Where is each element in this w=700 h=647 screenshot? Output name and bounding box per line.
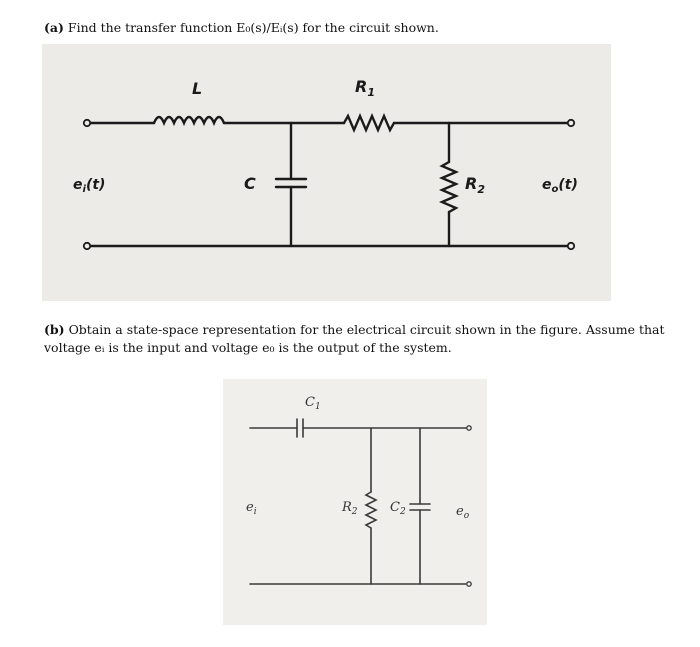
label-input-voltage: $e_i(t)$: [73, 177, 106, 195]
label-resistor-R2: $R_2$: [342, 500, 358, 517]
resistor-r2-symbol: [366, 492, 376, 528]
label-output-voltage: $e_o$: [456, 504, 470, 521]
label-capacitor-C2: $C_2$: [390, 500, 406, 517]
label-resistor-R2: $R_2$: [465, 174, 485, 196]
question-a-text: Find the transfer function E₀(s)/Eᵢ(s) for the circuit shown.: [67, 20, 439, 35]
label-capacitor-C1: $C_1$: [305, 395, 321, 412]
circuit-a-photo: [42, 44, 611, 301]
circuit-b-diagram: [223, 379, 487, 625]
output-terminal-bottom: [568, 243, 574, 249]
circuit-a-diagram: [42, 44, 611, 301]
question-b: [44, 321, 674, 357]
resistor-r2-symbol: [442, 162, 456, 212]
question-b-label: (b): [44, 322, 65, 337]
question-a: [44, 19, 439, 37]
question-a-label: (a): [44, 20, 64, 35]
input-terminal-bottom: [84, 243, 90, 249]
output-terminal-top: [467, 426, 471, 430]
inductor-symbol: [154, 117, 224, 123]
question-b-text: Obtain a state-space representation for the electrical circuit shown in the figure. Assume that voltage eᵢ is the input and voltage e₀ is the output of the system.: [44, 322, 665, 355]
input-terminal-top: [84, 120, 90, 126]
circuit-b-photo: [223, 379, 487, 625]
label-resistor-R1: $R_1$: [355, 77, 375, 99]
output-terminal-bottom: [467, 582, 471, 586]
label-input-voltage: $e_i$: [246, 500, 257, 517]
output-terminal-top: [568, 120, 574, 126]
label-capacitor-C: C: [244, 174, 256, 193]
resistor-r1-symbol: [344, 116, 394, 130]
label-output-voltage: $e_o(t)$: [542, 177, 578, 195]
label-inductor-L: L: [192, 79, 203, 98]
